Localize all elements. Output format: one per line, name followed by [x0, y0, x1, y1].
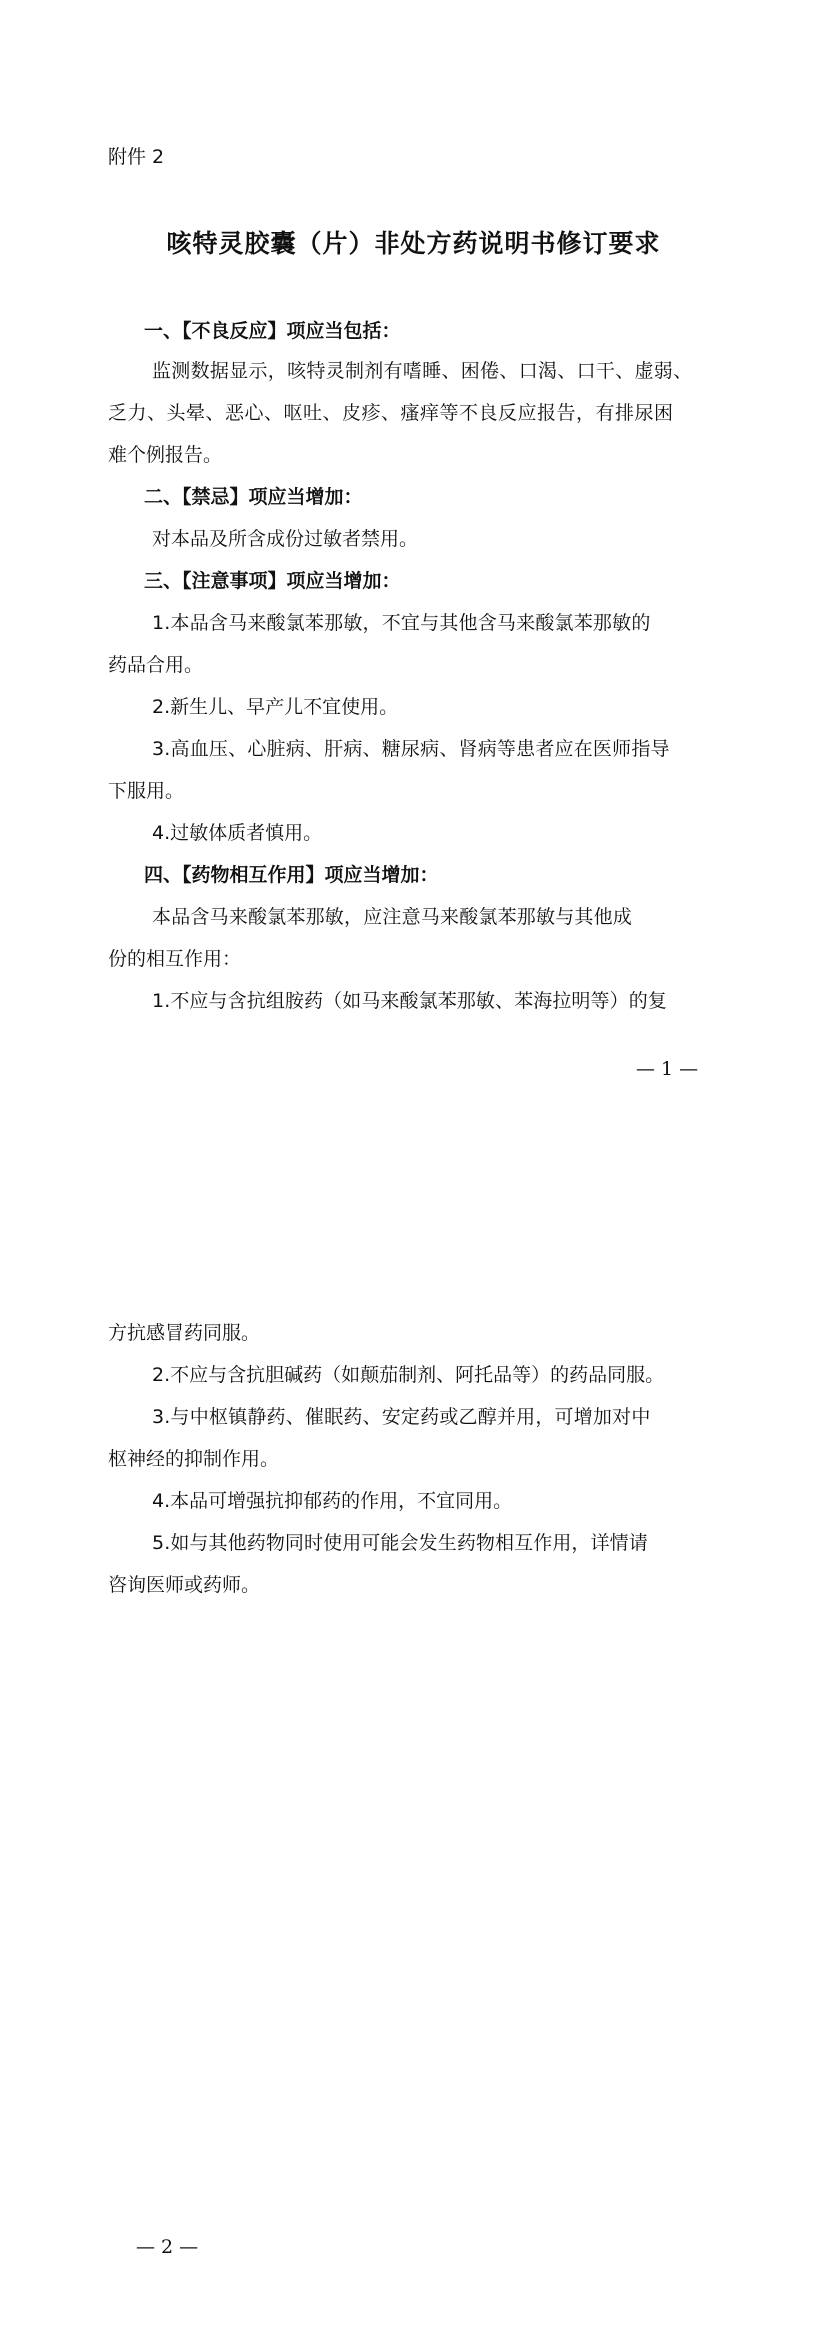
- body-line: 难个例报告。: [108, 444, 223, 466]
- body-line: 1.本品含马来酸氯苯那敏，不宜与其他含马来酸氯苯那敏的: [152, 612, 651, 634]
- body-line: 3.与中枢镇静药、催眠药、安定药或乙醇并用，可增加对中: [152, 1406, 651, 1428]
- body-line: 本品含马来酸氯苯那敏，应注意马来酸氯苯那敏与其他成: [152, 906, 633, 928]
- attachment-label: 附件 2: [108, 146, 165, 168]
- body-line: 药品合用。: [108, 654, 204, 676]
- body-line: 对本品及所含成份过敏者禁用。: [152, 528, 419, 550]
- section-heading-contraindications: 二、【禁忌】项应当增加：: [144, 486, 363, 508]
- section-heading-adverse-reactions: 一、【不良反应】项应当包括：: [144, 320, 401, 342]
- body-line: 监测数据显示，咳特灵制剂有嗜睡、困倦、口渴、口干、虚弱、: [152, 360, 693, 382]
- body-line: 4.本品可增强抗抑郁药的作用，不宜同用。: [152, 1490, 513, 1512]
- body-line: 乏力、头晕、恶心、呕吐、皮疹、瘙痒等不良反应报告，有排尿困: [108, 402, 674, 424]
- body-line: 1.不应与含抗组胺药（如马来酸氯苯那敏、苯海拉明等）的复: [152, 990, 667, 1012]
- body-line: 4.过敏体质者慎用。: [152, 822, 323, 844]
- page-number: — 2 —: [136, 2236, 199, 2258]
- section-heading-precautions: 三、【注意事项】项应当增加：: [144, 570, 401, 592]
- body-line: 咨询医师或药师。: [108, 1574, 261, 1596]
- body-line: 枢神经的抑制作用。: [108, 1448, 280, 1470]
- body-line: 3.高血压、心脏病、肝病、糖尿病、肾病等患者应在医师指导: [152, 738, 670, 760]
- body-line: 2.新生儿、早产儿不宜使用。: [152, 696, 399, 718]
- page-number: — 1 —: [636, 1058, 699, 1080]
- body-line: 5.如与其他药物同时使用可能会发生药物相互作用，详情请: [152, 1532, 648, 1554]
- body-line: 方抗感冒药同服。: [108, 1322, 261, 1344]
- body-line: 份的相互作用：: [108, 948, 242, 970]
- body-line: 下服用。: [108, 780, 185, 802]
- section-heading-drug-interactions: 四、【药物相互作用】项应当增加：: [144, 864, 439, 886]
- body-line: 2.不应与含抗胆碱药（如颠茄制剂、阿托品等）的药品同服。: [152, 1364, 665, 1386]
- page-2: [0, 1170, 827, 2340]
- document-title: 咳特灵胶囊（片）非处方药说明书修订要求: [166, 229, 661, 258]
